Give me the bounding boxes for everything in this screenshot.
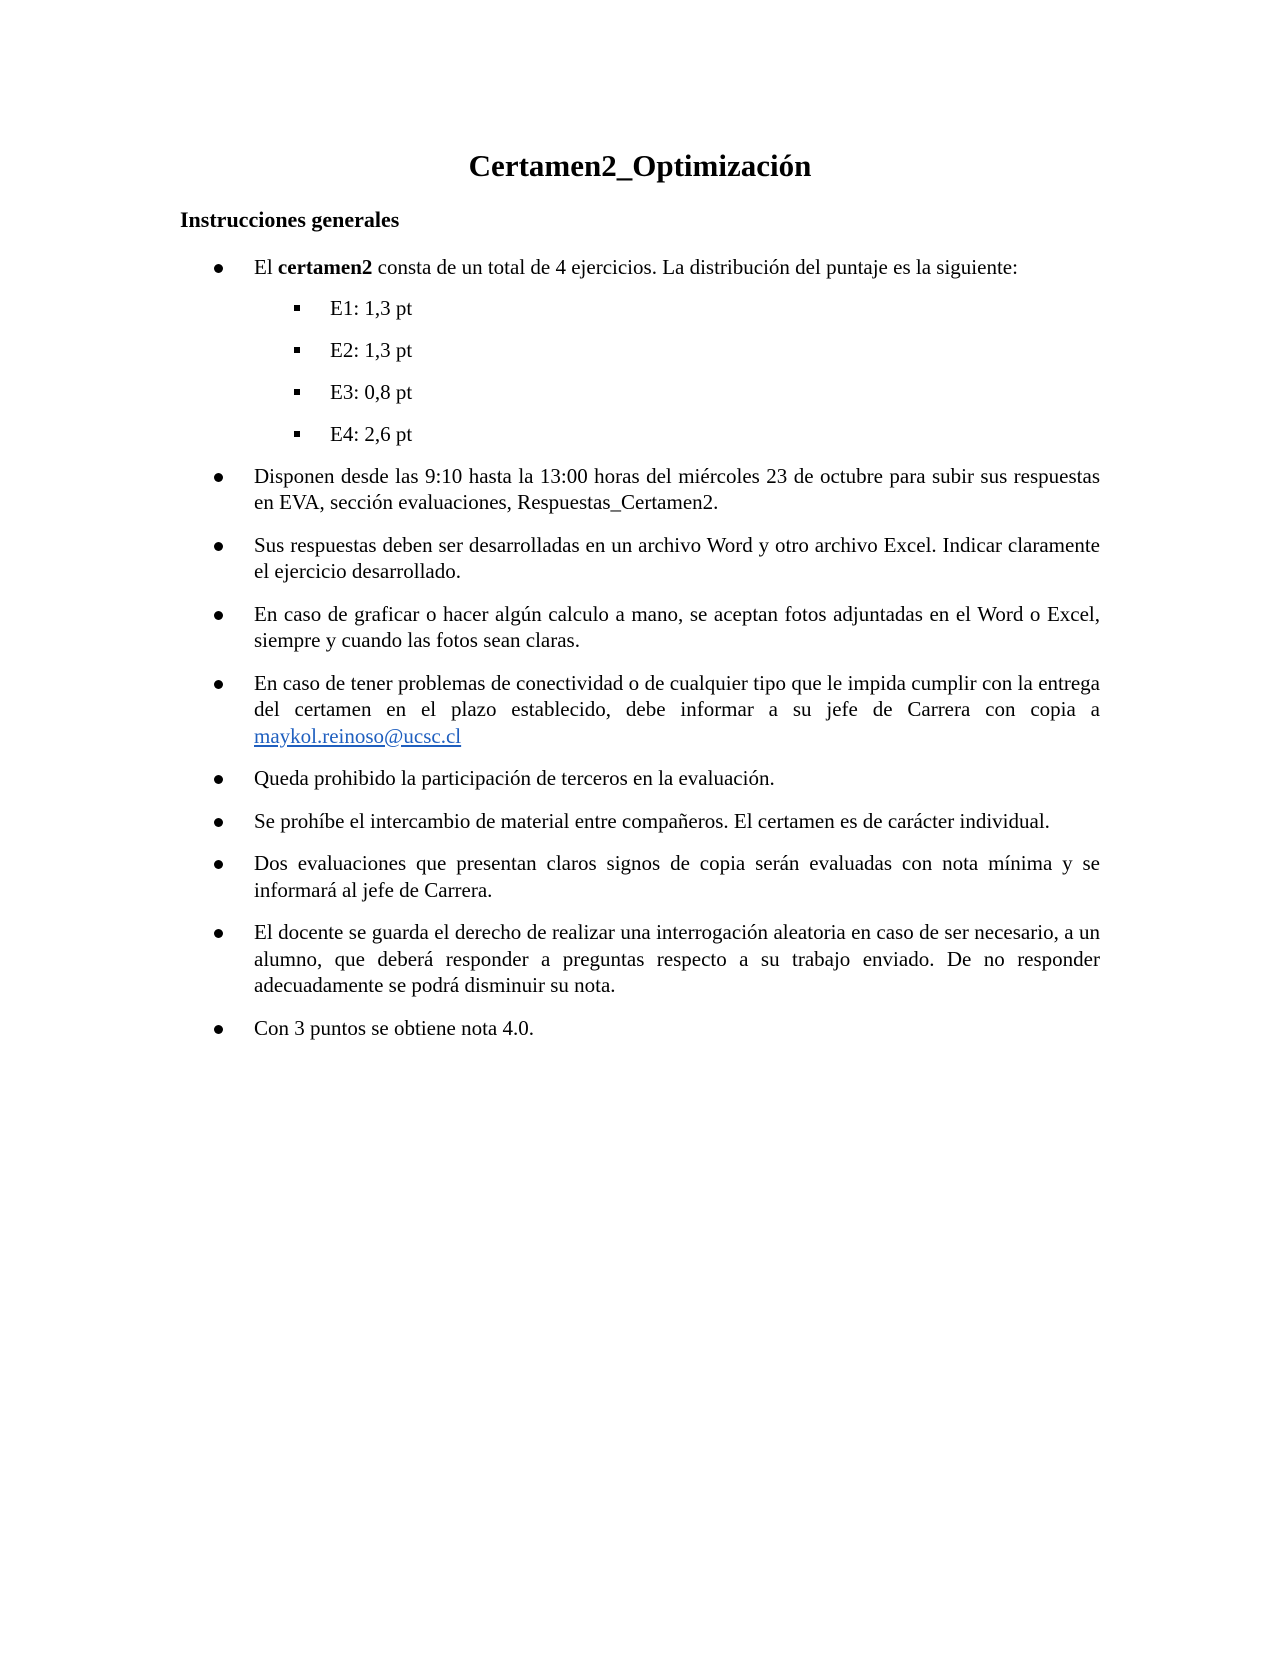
- sub-list-item: [330, 379, 1100, 405]
- list-item: [254, 850, 1100, 903]
- list-item: [254, 919, 1100, 999]
- list-item: [254, 532, 1100, 585]
- section-heading: Instrucciones generales: [180, 207, 400, 232]
- bullet-icon: [214, 264, 223, 273]
- bullet-icon: [214, 929, 223, 938]
- sub-item-text: E3: 0,8 pt: [330, 379, 413, 404]
- list-item: [254, 808, 1100, 835]
- bullet-icon: [214, 542, 223, 551]
- sub-item-text: E1: 1,3 pt: [330, 295, 413, 320]
- email-link[interactable]: maykol.reinoso@ucsc.cl: [254, 723, 462, 748]
- list-item: [254, 670, 1100, 750]
- score-distribution-list: [254, 295, 1100, 447]
- square-bullet-icon: [294, 305, 300, 311]
- list-item: [254, 601, 1100, 654]
- list-item: [254, 463, 1100, 516]
- sub-list-item: [330, 295, 1100, 321]
- bullet-icon: [214, 775, 223, 784]
- item-text: Dos evaluaciones que presentan claros signos de copia serán evaluadas con nota mínima y se informará al jefe de Carrera.: [254, 851, 1100, 902]
- square-bullet-icon: [294, 389, 300, 395]
- item-text: Disponen desde las 9:10 hasta la 13:00 horas del miércoles 23 de octubre para subir sus respuestas en EVA, sección evaluaciones, Respuestas_Certamen2.: [254, 463, 1100, 514]
- instructions-list: [254, 254, 1100, 1057]
- bullet-icon: [214, 473, 223, 482]
- list-item: [254, 254, 1100, 447]
- sub-item-text: E2: 1,3 pt: [330, 337, 413, 362]
- list-item: [254, 1015, 1100, 1042]
- item-text: En caso de tener problemas de conectividad o de cualquier tipo que le impida cumplir con la entrega del certamen en el plazo establecido, debe informar a su jefe de Carrera con copia a: [254, 670, 1100, 721]
- item-text: El docente se guarda el derecho de realizar una interrogación aleatoria en caso de ser necesario, a un alumno, que deberá responder a preguntas respecto a su trabajo enviado. De no responder adecuadamente se podrá disminuir su nota.: [254, 920, 1100, 997]
- item-text-prefix: El: [254, 255, 278, 279]
- sub-list-item: [330, 337, 1100, 363]
- item-text: Queda prohibido la participación de terceros en la evaluación.: [254, 766, 775, 790]
- bullet-icon: [214, 680, 223, 689]
- sub-item-text: E4: 2,6 pt: [330, 421, 413, 446]
- bullet-icon: [214, 860, 223, 869]
- square-bullet-icon: [294, 347, 300, 353]
- bullet-icon: [214, 611, 223, 620]
- bullet-icon: [214, 818, 223, 827]
- item-text: Con 3 puntos se obtiene nota 4.0.: [254, 1015, 534, 1040]
- bullet-icon: [214, 1025, 223, 1034]
- item-text: Se prohíbe el intercambio de material entre compañeros. El certamen es de carácter individual.: [254, 808, 1050, 833]
- item-text: En caso de graficar o hacer algún calculo a mano, se aceptan fotos adjuntadas en el Word o Excel, siempre y cuando las fotos sean claras.: [254, 601, 1100, 652]
- square-bullet-icon: [294, 431, 300, 437]
- item-text: Sus respuestas deben ser desarrolladas en un archivo Word y otro archivo Excel. Indicar claramente el ejercicio desarrollado.: [254, 532, 1100, 583]
- item-text-bold: certamen2: [277, 255, 373, 279]
- document-title: Certamen2_Optimización: [468, 148, 812, 183]
- list-item: [254, 765, 1100, 792]
- sub-list-item: [330, 421, 1100, 447]
- item-text-suffix: consta de un total de 4 ejercicios. La distribución del puntaje es la siguiente:: [372, 255, 1018, 279]
